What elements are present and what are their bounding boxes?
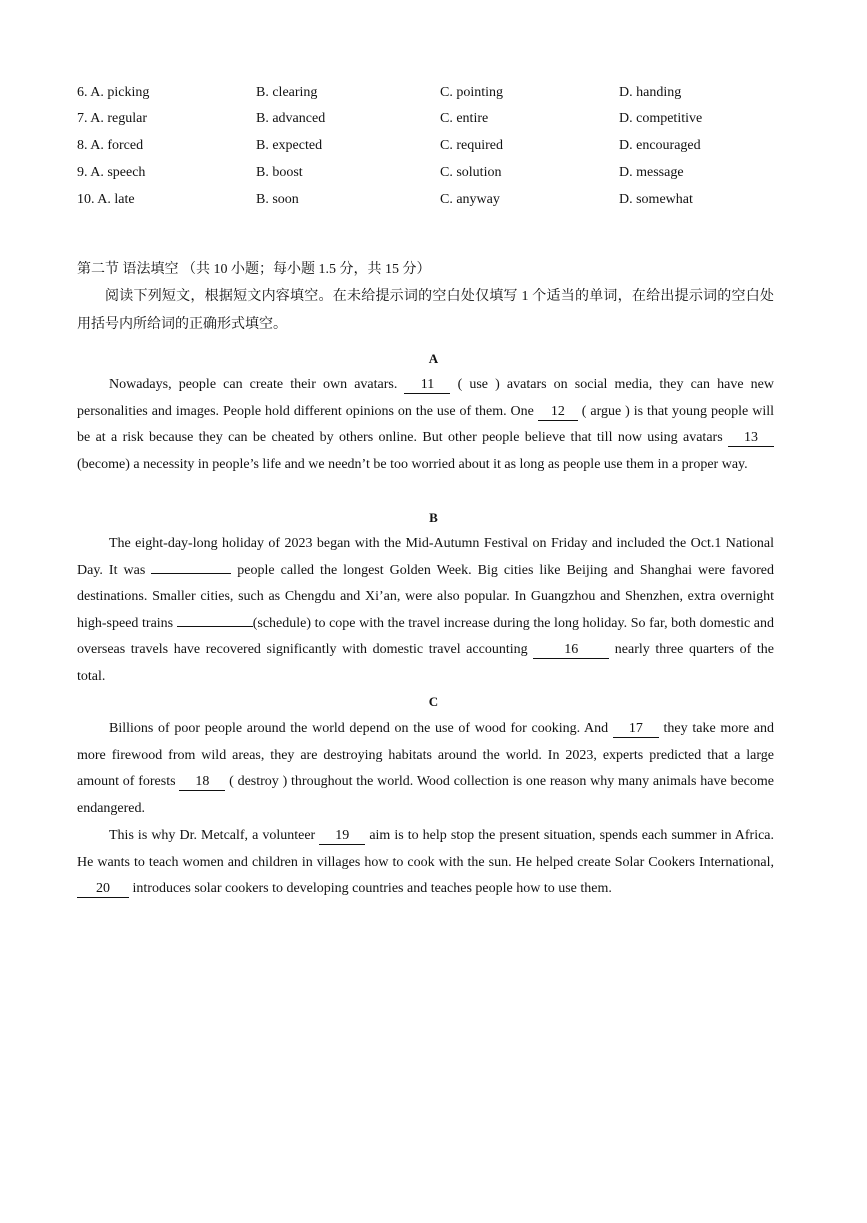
option-d: D. competitive [619,111,703,126]
passage-text: ( destroy ) throughout the world. Wood collection is one reason why many animals have become endangered. [77,774,775,816]
passage-text: introduces solar cookers to developing countries and teaches people how to use them. [129,881,612,896]
option-row-7 [0,111,867,138]
blank-15[interactable] [177,626,253,627]
option-d: D. message [619,165,684,180]
option-a: 9. A. speech [77,165,146,180]
passage-c-paragraph-2 [77,823,774,903]
passage-text: ( argue ) is that young people will be at a risk because they can be cheated by others online. But other people believe that till now using avatars [77,403,774,445]
passage-text: people called the longest Golden Week. Big cities like Beijing and Shanghai were favored destinations. Smaller cities, such as Chengdu and Xi’an, were also popular. In Guangzhou and Shenzhen, extra overnight high-speed trains [77,562,774,631]
passage-text: ( use ) avatars on social media, they can have new personalities and images. People hold different opinions on the use of them. One [77,377,775,419]
blank-11[interactable]: 11 [404,377,450,394]
passage-a [77,372,774,478]
passage-text: (schedule) to cope with the travel increase during the long holiday. So far, both domestic and overseas travels have recovered significantly with domestic travel accounting [77,615,774,657]
passage-text: nearly three quarters of the total. [77,642,774,684]
passage-text: Nowadays, people can create their own avatars. [109,377,405,392]
section-instruction: 阅读下列短文，根据短文内容填空。在未给提示词的空白处仅填写 1 个适当的单词，在给出提示词的空白处用括号内所给词的正确形式填空。 [77,289,774,332]
option-b: B. expected [256,138,323,153]
option-d: D. encouraged [619,138,701,153]
passage-text: aim is to help stop the present situation, spends each summer in Africa. He wants to teach women and children in villages how to cook with the sun. He helped create Solar Cookers International, [77,828,775,870]
passage-b-title: B [429,510,438,525]
option-c: C. pointing [440,85,504,100]
blank-17[interactable]: 17 [613,721,659,738]
passage-c-title: C [428,694,439,709]
section-title: 第二节 语法填空 （共 10 小题；每小题 1.5 分，共 15 分） [77,262,431,277]
blank-19[interactable]: 19 [319,828,365,845]
option-c: C. entire [440,111,489,126]
passage-text: (become) a necessity in people’s life and we needn’t be too worried about it as long as people use them in a proper way. [77,456,748,472]
option-c: C. anyway [440,192,500,207]
passage-text: The eight-day-long holiday of 2023 began with the Mid-Autumn Festival on Friday and included the Oct.1 National Day. It was [77,536,774,578]
passage-text: they take more and more firewood from wild areas, they are destroying habitats around the world. In 2023, experts predicted that a large amount of forests [77,721,775,789]
passage-a-title: A [428,351,439,366]
option-d: D. somewhat [619,192,693,207]
option-row-10 [0,192,867,219]
option-b: B. advanced [256,111,326,126]
blank-14[interactable] [151,573,231,574]
option-row-8 [0,138,867,165]
option-a: 6. A. picking [77,85,150,100]
passage-text: Billions of poor people around the world depend on the use of wood for cooking. And [109,721,613,736]
option-row-9 [0,165,867,192]
option-c: C. required [440,138,503,153]
passage-text: This is why Dr. Metcalf, a volunteer [109,828,320,843]
blank-16[interactable]: 16 [533,642,609,659]
blank-12[interactable]: 12 [538,404,578,421]
blank-13[interactable]: 13 [728,430,774,447]
option-b: B. soon [256,192,299,207]
option-d: D. handing [619,85,682,100]
passage-b [77,531,774,690]
option-c: C. solution [440,165,502,180]
option-a: 10. A. late [77,192,135,207]
option-a: 8. A. forced [77,138,144,153]
option-row-6 [0,85,867,112]
passage-c-paragraph-1 [77,716,774,822]
blank-20[interactable]: 20 [77,881,129,898]
blank-18[interactable]: 18 [179,774,225,791]
option-a: 7. A. regular [77,111,147,126]
option-b: B. boost [256,165,303,180]
option-b: B. clearing [256,85,318,100]
